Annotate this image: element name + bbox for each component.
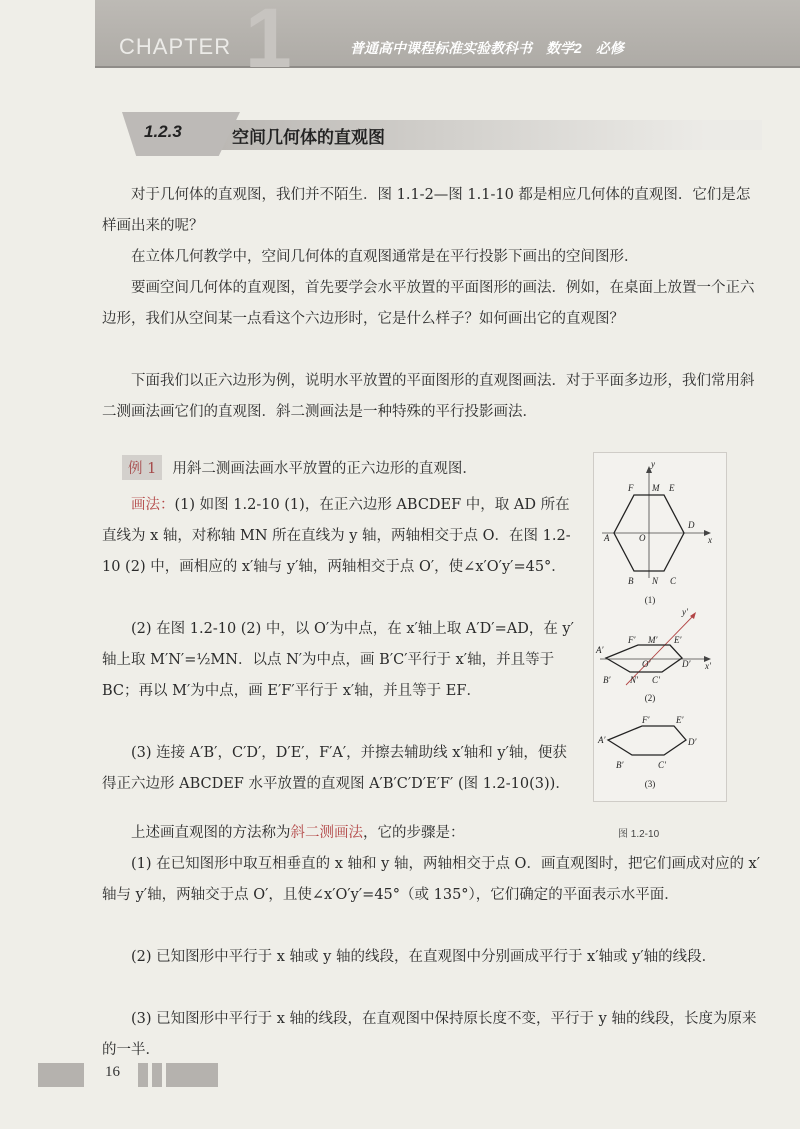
label-E-prime-3: E′ [676, 715, 684, 725]
label-C: C [670, 576, 677, 586]
label-C-prime: C′ [652, 675, 660, 685]
figure-panel [593, 452, 727, 802]
intro-paragraph: 要画空间几何体的直观图，首先要学会水平放置的平面图形的画法．例如，在桌面上放置一个正六边形，我们从空间某一点看这个六边形时，它是什么样子？如何画出它的直观图？ [102, 280, 755, 327]
label-D-prime-3: D′ [688, 737, 697, 747]
figure-2 [595, 607, 712, 703]
label-E: E [669, 483, 675, 493]
book-title: 普通高中课程标准实验教科书 数学2 必修 [350, 40, 624, 56]
figure-3 [597, 715, 697, 789]
sub-label-3: (3) [644, 779, 656, 789]
label-A: A [604, 533, 610, 543]
example-heading [122, 455, 477, 480]
label-C-prime-3: C′ [658, 760, 666, 770]
label-y-prime: y′ [682, 607, 688, 617]
sub-label-2: (2) [644, 693, 656, 703]
example-tag: 例 1 [122, 455, 162, 480]
figure-svg [594, 453, 726, 801]
summary-step: (1) 在已知图形中取互相垂直的 x 轴和 y 轴，两轴相交于点 O．画直观图时，把它们画成对应的 x′轴与 y′轴，两轴交于点 O′，且使∠x′O′y′=45°（或 135°），它们确定的平面表示水平面． [102, 856, 761, 903]
label-x-prime: x′ [705, 661, 711, 671]
summary-intro [102, 818, 582, 849]
label-O-prime: O′ [642, 659, 651, 669]
intro-paragraph: 下面我们以正六边形为例，说明水平放置的平面图形的直观图画法．对于平面多边形，我们常用斜二测画法画它们的直观图．斜二测画法是一种特殊的平行投影画法． [102, 373, 755, 420]
page-number: 16 [105, 1064, 120, 1080]
summary-step: (3) 已知图形中平行于 x 轴的线段，在直观图中保持原长度不变，平行于 y 轴的线段，长度为原来的一半． [102, 1011, 757, 1058]
example-title: 用斜二测画法画水平放置的正六边形的直观图． [172, 461, 477, 477]
method-label: 画法： [131, 497, 175, 513]
example-step-3: (3) 连接 A′B′，C′D′，D′E′，F′A′，并擦去辅助线 x′轴和 y′轴，便获得正六边形 ABCDEF 水平放置的直观图 A′B′C′D′E′F′ (图 1.2-10(3))． [102, 745, 570, 792]
page-header [95, 0, 800, 85]
summary-intro-text: 上述画直观图的方法称为 [131, 825, 291, 841]
footer-bar-block [152, 1063, 162, 1087]
label-E-prime: E′ [674, 635, 682, 645]
footer-bar-block [138, 1063, 148, 1087]
section-heading [122, 112, 762, 156]
label-B: B [628, 576, 634, 586]
label-M: M [652, 483, 660, 493]
label-x: x [708, 535, 712, 545]
label-N-prime: N′ [630, 675, 638, 685]
sub-label-1: (1) [644, 595, 656, 605]
example-step-1 [102, 490, 578, 583]
label-B-prime-3: B′ [616, 760, 624, 770]
section-number: 1.2.3 [144, 122, 182, 141]
footer-bar-left [38, 1063, 84, 1087]
label-F-prime: F′ [628, 635, 636, 645]
example-step-2: (2) 在图 1.2-10 (2) 中，以 O′为中点，在 x′轴上取 A′D′=AD，在 y′轴上取 M′N′=½MN．以点 N′为中点，画 B′C′平行于 x′轴，并且等于 BC；再以 M′为中点，画 E′F′平行于 x′轴，并且等于 EF． [102, 621, 574, 699]
footer-bar-right [166, 1063, 218, 1087]
section-title: 空间几何体的直观图 [232, 128, 385, 148]
summary-intro-tail: ，它的步骤是： [363, 825, 465, 841]
label-M-prime: M′ [648, 635, 658, 645]
figure-1 [602, 459, 712, 605]
intro-paragraph: 对于几何体的直观图，我们并不陌生．图 1.1-2—图 1.1-10 都是相应几何体的直观图．它们是怎样画出来的呢？ [102, 187, 751, 234]
label-F-prime-3: F′ [642, 715, 650, 725]
chapter-numeral: 1 [245, 0, 292, 85]
label-O: O [639, 533, 646, 543]
label-y: y [651, 459, 655, 469]
label-F: F [628, 483, 634, 493]
label-D: D [688, 520, 695, 530]
term-highlight: 斜二测画法 [290, 825, 363, 841]
label-N: N [652, 576, 659, 586]
intro-paragraph: 在立体几何教学中，空间几何体的直观图通常是在平行投影下画出的空间图形． [131, 249, 639, 265]
label-A-prime-3: A′ [598, 735, 606, 745]
result-hexagon [608, 726, 686, 755]
label-B-prime: B′ [603, 675, 611, 685]
step-text: (1) 如图 1.2-10 (1)，在正六边形 ABCDEF 中，取 AD 所在直线为 x 轴，对称轴 MN 所在直线为 y 轴，两轴相交于点 O．在图 1.2-10 (2) 中，画相应的 x′轴与 y′轴，两轴相交于点 O′，使∠x′O′y′=45°． [102, 497, 571, 575]
figure-caption: 图 1.2-10 [618, 829, 660, 840]
label-A-prime: A′ [596, 645, 604, 655]
chapter-label: CHAPTER [119, 34, 232, 59]
summary-step: (2) 已知图形中平行于 x 轴或 y 轴的线段，在直观图中分别画成平行于 x′轴或 y′轴的线段． [131, 949, 717, 965]
label-D-prime: D′ [682, 659, 691, 669]
